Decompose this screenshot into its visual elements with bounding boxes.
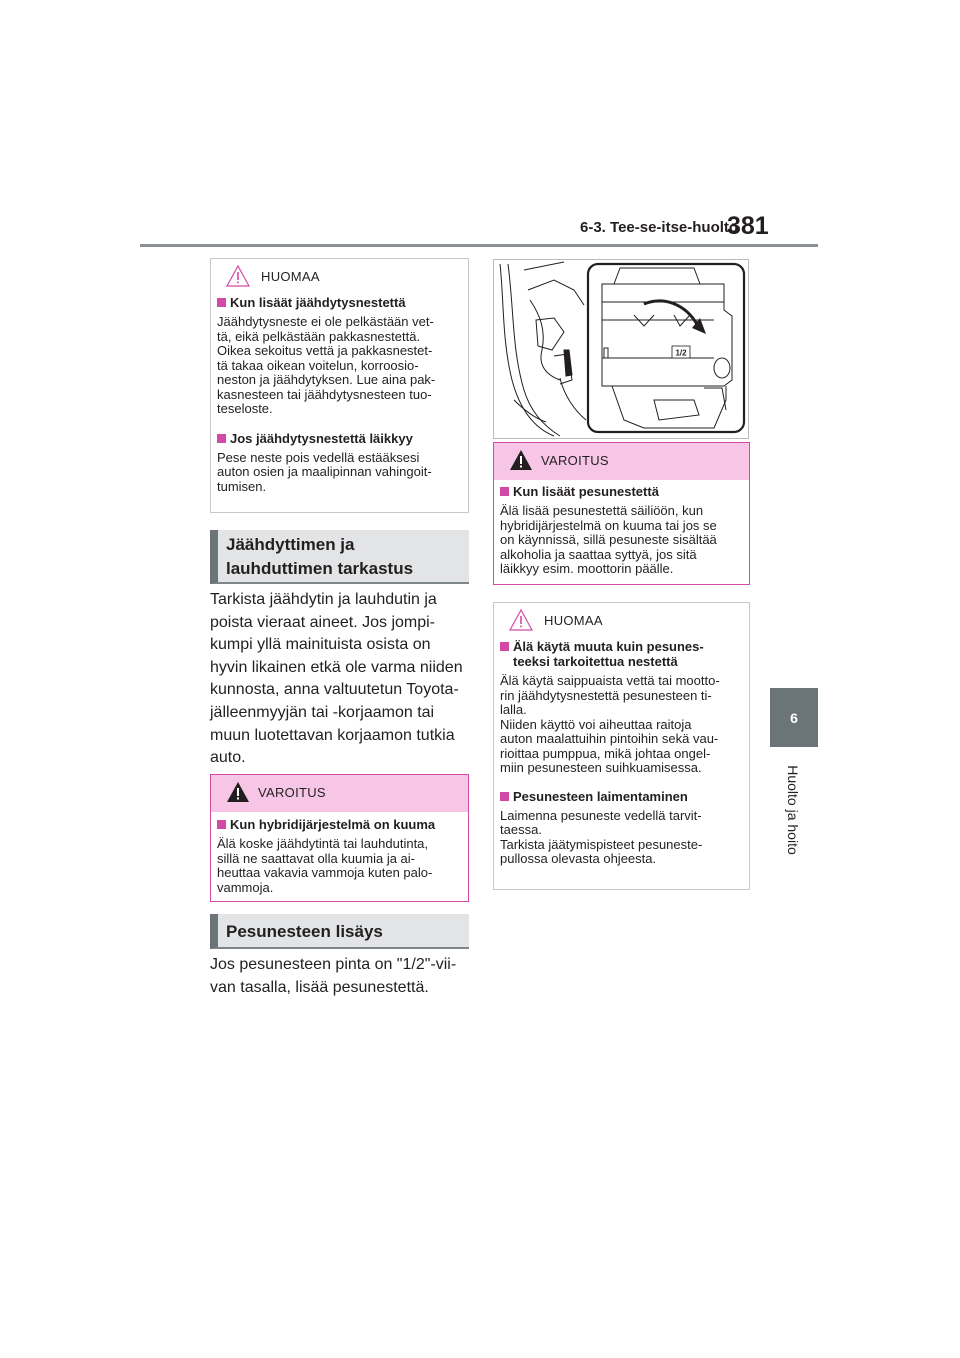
warning-item-text: Älä koske jäähdytintä tai lauhdutinta, sillä ne saattavat olla kuumia ja ai- heuttaa vakavia vammoja kuten palo- vammoja. bbox=[217, 836, 433, 895]
notice-item-heading: Pesunesteen laimentaminen bbox=[500, 789, 743, 804]
warning-header bbox=[211, 775, 468, 812]
warning-item-heading: Kun hybridijärjestelmä on kuuma bbox=[217, 817, 462, 832]
washer-paragraph: Jos pesunesteen pinta on "1/2"-vii- van tasalla, lisää pesunestettä. bbox=[210, 956, 457, 996]
warning-triangle-icon bbox=[508, 448, 534, 472]
notice-box-washer-fluid bbox=[493, 602, 750, 890]
section-title: 6-3. Tee-se-itse-huolto bbox=[580, 219, 739, 236]
washer-reservoir-illustration bbox=[493, 259, 749, 439]
warning-title: VAROITUS bbox=[541, 453, 609, 468]
warning-triangle-icon bbox=[225, 780, 251, 804]
bullet-square-icon bbox=[217, 298, 226, 307]
engine-bay-drawing bbox=[494, 260, 748, 438]
chapter-title-vertical bbox=[778, 760, 808, 860]
section-heading-text: Jäähdyttimen ja lauhduttimen tarkastus bbox=[226, 535, 414, 578]
notice-item-text: Älä käytä saippuaista vettä tai mootto- rin jäähdytysnestettä pesunesteen ti- lalla. Niiden käyttö voi aiheuttaa raitoja auton maalattuihin pintoihin sekä vau- rioittaa pumppua, mikä johtaa ongel- miin pesunesteen suihkuamisessa. bbox=[500, 673, 720, 775]
warning-box-hybrid-hot bbox=[210, 774, 469, 902]
warning-item-text: Älä lisää pesunestettä säiliöön, kun hybridijärjestelmä on kuuma tai jos se on käynnissä, sillä pesuneste sisältää alkoholia ja saattaa syttyä, jos sitä läikkyy esim. moottorin päälle. bbox=[500, 503, 717, 576]
warning-header bbox=[494, 443, 749, 480]
notice-item-text: Laimenna pesuneste vedellä tarvit- taessa. Tarkista jäätymispisteet pesuneste- pullossa olevasta ohjeesta. bbox=[500, 807, 703, 866]
notice-title: HUOMAA bbox=[544, 613, 603, 628]
notice-box-coolant bbox=[210, 258, 469, 513]
chapter-number: 6 bbox=[790, 709, 798, 726]
caution-triangle-icon bbox=[508, 608, 534, 632]
section-heading-washer bbox=[210, 914, 469, 949]
section-heading-text: Pesunesteen lisäys bbox=[226, 922, 383, 941]
bullet-square-icon bbox=[500, 487, 509, 496]
notice-item-text: Jäähdytysneste ei ole pelkästään vet- tä, eikä pelkästään pakkasnestettä. Oikea sekoitus vettä ja pakkasnestet- tä takaa oikean voitelun, korroosio- neston ja jäähdytyksen. Lue aina pak- kasnesteen tai jäähdytysnesteen tuo- teseloste. bbox=[217, 314, 436, 416]
caution-triangle-icon bbox=[225, 264, 251, 288]
page-number: 381 bbox=[727, 212, 769, 240]
notice-header bbox=[494, 603, 749, 640]
warning-title: VAROITUS bbox=[258, 785, 326, 800]
section-heading-radiator bbox=[210, 530, 469, 584]
warning-box-adding-washer bbox=[493, 442, 750, 585]
warning-item-heading: Kun lisäät pesunestettä bbox=[500, 484, 743, 499]
gauge-label: 1/2 bbox=[675, 348, 687, 358]
radiator-paragraph: Tarkista jäähdytin ja lauhdutin ja poista vieraat aineet. Jos jompi- kumpi yllä mainituista osista on hyvin likainen etkä ole varma niiden kunnosta, anna valtuutetun Toyota- jälleenmyyjän tai -korjaamon tai muun luotettavan korjaamon tutkia auto. bbox=[210, 591, 463, 767]
notice-item-heading: Jos jäähdytysnestettä läikkyy bbox=[217, 431, 462, 446]
notice-item-heading: Älä käytä muuta kuin pesunes- teeksi tarkoitettua nestettä bbox=[500, 639, 743, 669]
notice-header bbox=[211, 259, 468, 296]
header-rule bbox=[140, 244, 818, 247]
bullet-square-icon bbox=[217, 820, 226, 829]
notice-title: HUOMAA bbox=[261, 269, 320, 284]
bullet-square-icon bbox=[217, 434, 226, 443]
chapter-title: Huolto ja hoito bbox=[785, 765, 801, 855]
bullet-square-icon bbox=[500, 642, 509, 651]
chapter-tab bbox=[770, 688, 818, 747]
notice-item-text: Pese neste pois vedellä estääksesi auton osien ja maalipinnan vahingoit- tumisen. bbox=[217, 449, 432, 494]
notice-item-heading: Kun lisäät jäähdytysnestettä bbox=[217, 295, 462, 310]
bullet-square-icon bbox=[500, 792, 509, 801]
